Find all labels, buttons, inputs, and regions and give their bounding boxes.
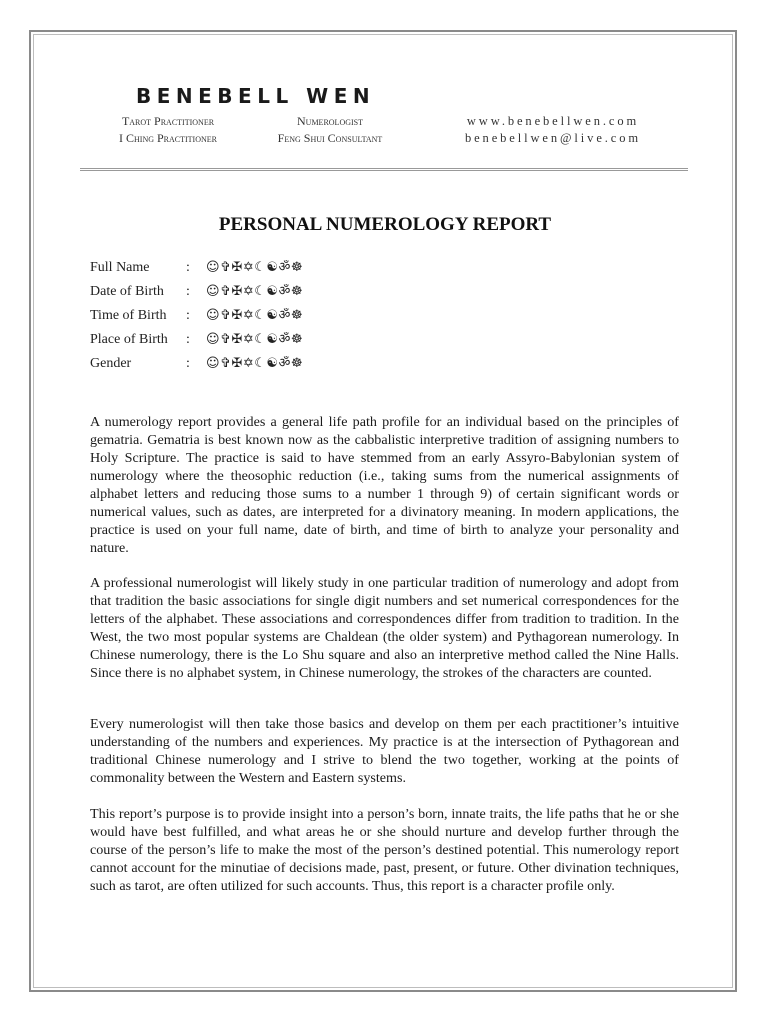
header-divider: [80, 168, 688, 171]
email-link[interactable]: benebellwen@live.com: [464, 131, 642, 145]
titles-middle: [252, 113, 408, 147]
field-label: Date of Birth: [90, 284, 164, 299]
title-tarot-practitioner: Tarot Practitioner: [121, 114, 215, 128]
field-value: ☺✞✠✡☾☯ॐ☸: [206, 308, 304, 323]
field-colon: :: [186, 260, 190, 275]
contact-info: [440, 113, 666, 147]
report-title: PERSONAL NUMEROLOGY REPORT: [218, 214, 552, 235]
titles-left: [88, 113, 248, 147]
title-numerologist: Numerologist: [297, 114, 363, 128]
field-label: Gender: [90, 356, 132, 371]
website-link[interactable]: www.benebellwen.com: [466, 114, 640, 128]
field-label: Full Name: [90, 260, 150, 275]
field-colon: :: [186, 284, 190, 299]
field-label: Place of Birth: [90, 332, 168, 347]
title-feng-shui-consultant: Feng Shui Consultant: [277, 131, 383, 145]
field-colon: :: [186, 356, 190, 371]
field-colon: :: [186, 332, 190, 347]
title-i-ching-practitioner: I Ching Practitioner: [119, 131, 217, 145]
field-value: ☺✞✠✡☾☯ॐ☸: [206, 356, 304, 371]
field-label: Time of Birth: [90, 308, 167, 323]
paragraph-intro: A numerology report provides a general life path profile for an individual based on the principles of gematria. Gematria is best known now as the cabbalistic interpretive tradition of assigning numbers to Holy Scripture. The practice is said to have stemmed from an early Assyro-Babylonian system of numerology where the theosophic reduction (i.e., taking sums from the numerical assignments of alphabet letters and reducing those sums to a number 1 through 9) of certain significant words or numerical values, such as dates, are interpreted for a divinatory meaning. In modern applications, the practice is used on your full name, date of birth, and time of birth to analyze your personality and nature.: [90, 414, 679, 556]
letterhead-name: BENEBELL WEN: [136, 84, 376, 108]
field-value: ☺✞✠✡☾☯ॐ☸: [206, 284, 304, 299]
field-value: ☺✞✠✡☾☯ॐ☸: [206, 260, 304, 275]
paragraph-practice: Every numerologist will then take those basics and develop on them per each practitioner’s intuitive understanding of the numbers and experiences. My practice is at the intersection of Pythagorean and traditional Chinese numerology and I strive to blend the two together, working at the points of commonality between the Western and Eastern systems.: [90, 716, 679, 786]
field-value: ☺✞✠✡☾☯ॐ☸: [206, 332, 304, 347]
paragraph-traditions: A professional numerologist will likely study in one particular tradition of numerology and adopt from that tradition the basic associations for single digit numbers and set numerical correspondences for the letters of the alphabet. These associations and correspondences differ from tradition to tradition. In the West, the two most popular systems are Chaldean (the older system) and Pythagorean numerology. In Chinese numerology, there is the Lo Shu square and also an interpretive method called the Nine Halls. Since there is no alphabet system, in Chinese numerology, the strokes of the characters are counted.: [90, 575, 679, 681]
field-colon: :: [186, 308, 190, 323]
paragraph-purpose: This report’s purpose is to provide insight into a person’s born, innate traits, the life paths that he or she would have best fulfilled, and what areas he or she should nurture and develop further through the course of the person’s life to make the most of the person’s destined potential. This numerology report cannot account for the minutiae of decisions made, past, present, or future. Other divination techniques, such as tarot, are often utilized for such accounts. Thus, this report is a character profile only.: [90, 806, 679, 894]
